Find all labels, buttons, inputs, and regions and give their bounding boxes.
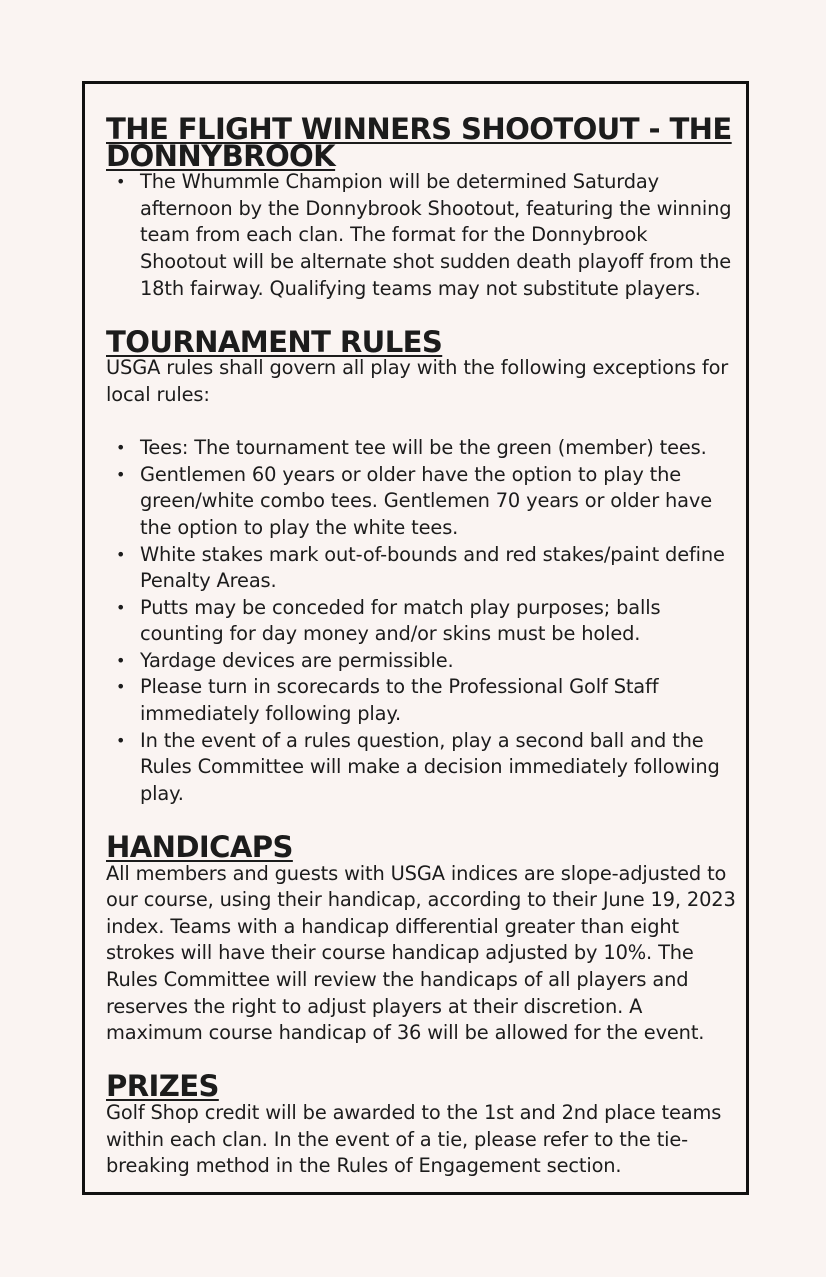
rules-item: • Gentlemen 60 years or older have the option to play the green/white combo tees. Gentlemen 70 years or older have the option to play the white tees. [106, 462, 736, 542]
rules-item: • Tees: The tournament tee will be the green (member) tees. [106, 435, 736, 462]
rules-item: • Putts may be conceded for match play purposes; balls counting for day money and/or skins must be holed. [106, 595, 736, 648]
shootout-section [106, 112, 736, 302]
spacer [106, 409, 736, 436]
prizes-title: PRIZES [106, 1069, 219, 1104]
shootout-list [106, 169, 736, 302]
handicaps-title: HANDICAPS [106, 830, 293, 865]
shootout-title: THE FLIGHT WINNERS SHOOTOUT - THE DONNYBROOK [106, 112, 732, 173]
rules-section [106, 324, 736, 808]
rules-item: • Please turn in scorecards to the Professional Golf Staff immediately following play. [106, 674, 736, 727]
rules-item: • Yardage devices are permissible. [106, 648, 736, 675]
rules-title: TOURNAMENT RULES [106, 324, 443, 359]
rules-item: • In the event of a rules question, play a second ball and the Rules Committee will make a decision immediately following play. [106, 728, 736, 808]
rules-intro: USGA rules shall govern all play with the following exceptions for local rules: [106, 356, 729, 406]
handicaps-section [106, 830, 736, 1047]
handicaps-body: All members and guests with USGA indices are slope-adjusted to our course, using their handicap, according to their June 19, 2023 index. Teams with a handicap differential greater than eight strokes will have their course handicap adjusted by 10%. The Rules Committee will review the handicaps of all players and reserves the right to adjust players at their discretion. A maximum course handicap of 36 will be allowed for the event. [106, 861, 736, 1045]
document-content [106, 112, 736, 1180]
rules-list [106, 435, 736, 807]
rules-item: • White stakes mark out-of-bounds and red stakes/paint define Penalty Areas. [106, 542, 736, 595]
prizes-section [106, 1069, 736, 1179]
shootout-item: • The Whummle Champion will be determined Saturday afternoon by the Donnybrook Shootout, featuring the winning team from each clan. The format for the Donnybrook Shootout will be alternate shot sudden death playoff from the 18th fairway. Qualifying teams may not substitute players. [106, 169, 736, 302]
prizes-body: Golf Shop credit will be awarded to the 1st and 2nd place teams within each clan. In the event of a tie, please refer to the tie-breaking method in the Rules of Engagement section. [106, 1100, 722, 1178]
